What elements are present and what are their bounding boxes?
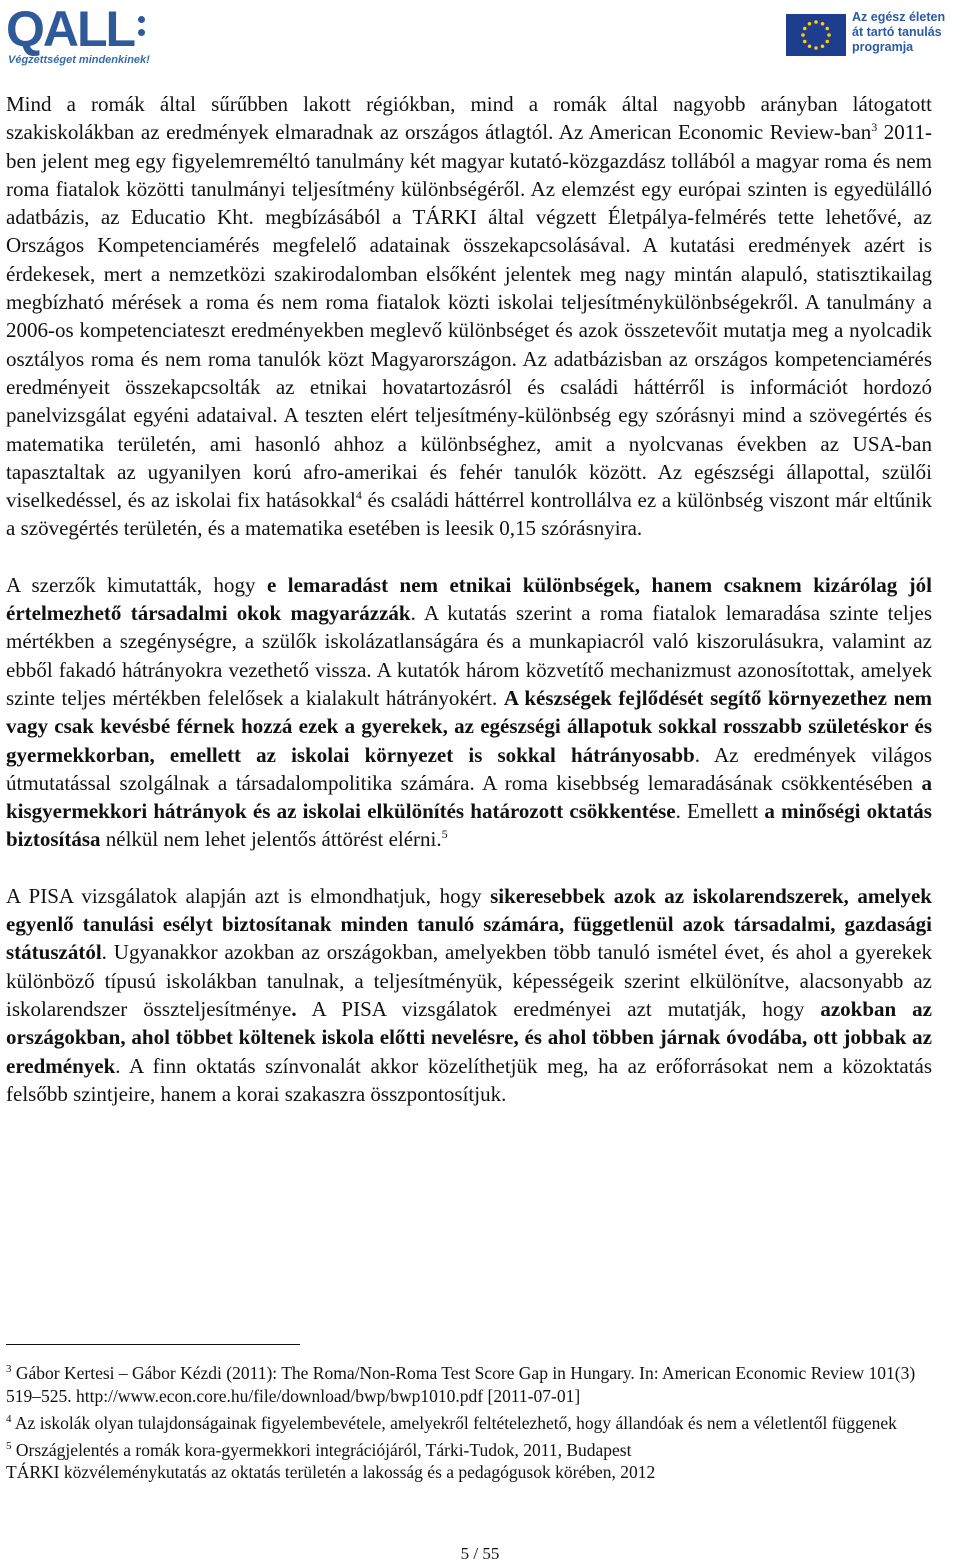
qall-logo-dots bbox=[138, 16, 146, 42]
footnote-number: 5 bbox=[6, 1439, 12, 1452]
footnote-text: Országjelentés a romák kora-gyermekkori integrációjáról, Tárki-Tudok, 2011, Budapest bbox=[15, 1439, 632, 1460]
footnote bbox=[6, 1435, 932, 1462]
emphasis-text: a kisgyermekkori hátrányok és az iskolai elkülönítés határozott csökkentése bbox=[6, 770, 932, 824]
eu-program-line: Az egész életen bbox=[852, 10, 946, 24]
eu-star bbox=[821, 22, 825, 26]
qall-logo-tagline: Végzettséget mindenkinek! bbox=[8, 54, 150, 66]
body-text: A szerzők kimutatták, hogy bbox=[6, 572, 267, 597]
eu-star bbox=[801, 33, 805, 37]
footnote bbox=[6, 1408, 932, 1435]
footnote bbox=[6, 1358, 932, 1408]
footnote-ref: 4 bbox=[355, 488, 362, 503]
body-text: A PISA vizsgálatok alapján azt is elmondhatjuk, hogy bbox=[6, 883, 491, 908]
eu-star bbox=[808, 44, 812, 48]
eu-star bbox=[825, 40, 829, 44]
body-text: 2011-ben jelent meg egy figyelemreméltó tanulmány két magyar kutató-közgazdász tollából a magyar roma és nem roma fiatalok közötti tanulmányi teljesítmény különbségéről. Az elemzést egy európai szinten is egyedülálló adatbázis, az Educatio Kht. megbízásából a TÁRKI által végzett Életpálya-felmérés tette lehetővé, az Országos Kompetenciamérés megfelelő adatainak összekapcsolásával. A kutatási eredmények azért is érdekesek, mert a nemzetközi szakirodalomban elsőként jelentek meg nagy mintán alapuló, statisztikailag megbízható mérések a roma és nem roma fiatalok közti iskolai teljesítménykülönbségekről. A tanulmány a 2006-os kompetenciateszt eredményekben meglevő különbséget és azok összetevőit mutatja meg a nyolcadik osztályos roma és nem roma tanulók közt Magyarországon. Az adatbázisban az országos kompetenciamérés eredményeit összekapcsolták az etnikai hovatartozásról és családi háttérről is információt hordozó panelvizsgálat egyéni adataival. A teszten elért teljesítmény-különbség egy szórásnyi mind a szövegértés és matematika területén, ami hasonló ahhoz a különbséghez, amit a nyolcvanas években az USA-ban tapasztaltak az ugyanilyen korú afro-amerikai és fehér tanulók között. Az egészségi állapottal, szülői viselkedéssel, és az iskolai fix hatásokkal bbox=[6, 120, 932, 513]
body-text: A PISA vizsgálatok eredményei azt mutatják, hogy bbox=[296, 996, 821, 1021]
footnote-text: TÁRKI közvéleménykutatás az oktatás területén a lakosság és a pedagógusok körében, 2012 bbox=[6, 1462, 656, 1483]
eu-program-text bbox=[852, 10, 956, 55]
eu-star bbox=[814, 20, 818, 24]
emphasis-text: sikeresebbek azok az iskolarendszerek, amelyek egyenlő tanulási esélyt biztosítanak minden tanuló számára, függetlenül azok társadalmi, gazdasági státuszától bbox=[6, 883, 932, 965]
body-text: . Emellett bbox=[675, 799, 765, 824]
page-header bbox=[0, 0, 960, 72]
emphasis-text: . bbox=[291, 996, 297, 1021]
footnotes bbox=[6, 1358, 932, 1484]
paragraph bbox=[6, 90, 932, 543]
footnote-text: Gábor Kertesi – Gábor Kézdi (2011): The Roma/Non-Roma Test Score Gap in Hungary. In: American Economic Review 101(3) 519–525. http://www.econ.core.hu/file/download/bwp/bwp1010.pdf [2011-07-01] bbox=[6, 1362, 916, 1406]
paragraph bbox=[6, 571, 932, 854]
eu-star bbox=[827, 33, 831, 37]
body-text: . Az eredmények világos útmutatással szolgálnak a társadalompolitika számára. A roma kisebbség lemaradásának csökkentésében bbox=[6, 742, 932, 795]
emphasis-text: e lemaradást nem etnikai különbségek, hanem csaknem kizárólag jól értelmezhető társadalmi okok magyarázzák bbox=[6, 572, 933, 626]
footnote-ref: 3 bbox=[871, 120, 878, 135]
eu-star bbox=[808, 22, 812, 26]
paragraph bbox=[6, 882, 932, 1108]
eu-star bbox=[803, 40, 807, 44]
eu-lifelong-learning-logo bbox=[786, 10, 956, 60]
body-text: nélkül nem lehet jelentős áttörést elérni. bbox=[100, 827, 442, 852]
eu-star bbox=[803, 27, 807, 31]
qall-logo-wordmark: QALL bbox=[6, 1, 135, 57]
eu-star bbox=[825, 27, 829, 31]
footnote-separator bbox=[6, 1344, 300, 1345]
footnote bbox=[6, 1461, 932, 1484]
body-text: Mind a romák által sűrűbben lakott régiókban, mind a romák által nagyobb arányban látogatott szakiskolákban az eredmények elmaradnak az országos átlagtól. Az American Economic Review-ban bbox=[6, 92, 932, 145]
footnote-number: 3 bbox=[6, 1363, 12, 1375]
footnote-number: 4 bbox=[6, 1412, 12, 1425]
page-number: 5 / 55 bbox=[460, 1544, 500, 1563]
footnote-text: Az iskolák olyan tulajdonságainak figyelembevétele, amelyekről feltételezhető, hogy állandóak és nem a véletlentől függenek bbox=[14, 1412, 897, 1433]
emphasis-text: azokban az országokban, ahol többet költenek iskola előtti nevelésre, és ahol többen járnak óvodába, ott jobbak az eredmények bbox=[6, 996, 933, 1078]
eu-program-line: át tartó tanulás bbox=[852, 25, 942, 39]
eu-program-line: programja bbox=[852, 40, 914, 54]
qall-logo bbox=[6, 1, 156, 68]
main-text bbox=[6, 90, 932, 1108]
body-text: . A finn oktatás színvonalát akkor közelíthetjük meg, ha az erőforrásokat nem a közoktatás felsőbb szintjeire, hanem a korai szakaszra összpontosítjuk. bbox=[6, 1053, 932, 1106]
body-text: . A kutatás szerint a roma fiatalok lemaradása szinte teljes mértékben a szegénységre, a szülők iskolázatlanságára és a munkapiacról való kiszorulásukra, valamint az ebből fakadó hátrányokra vezethető vissza. A kutatók három közvetítő mechanizmust azonosítottak, amelyek szinte teljes mértékben felelősek a kialakult hátrányokért. bbox=[6, 601, 932, 710]
footnote-ref: 5 bbox=[441, 827, 448, 842]
body-text: és családi háttérrel kontrollálva ez a különbség viszont már eltűnik a szövegértés területén, és a matematika esetében is leesik 0,15 szórásnyira. bbox=[6, 488, 932, 541]
eu-star bbox=[821, 44, 825, 48]
emphasis-text: a minőségi oktatás biztosítása bbox=[6, 799, 932, 852]
body-text: . Ugyanakkor azokban az országokban, amelyekben több tanuló ismétel évet, és ahol a gyerekek különböző típusú iskolákban tanulnak, a teljesítményük, képességeik szerint elkülönítve, alacsonyabb az iskolarendszer összteljesítménye bbox=[6, 940, 932, 1021]
emphasis-text: A készségek fejlődését segítő környezethez nem vagy csak kevésbé férnek hozzá ezek a gyerekek, az egészségi állapotuk sokkal rosszabb születéskor és gyermekkorban, emellett az iskolai környezet is sokkal hátrányosabb bbox=[6, 685, 933, 767]
eu-flag-icon bbox=[786, 14, 846, 56]
eu-star bbox=[814, 46, 818, 50]
